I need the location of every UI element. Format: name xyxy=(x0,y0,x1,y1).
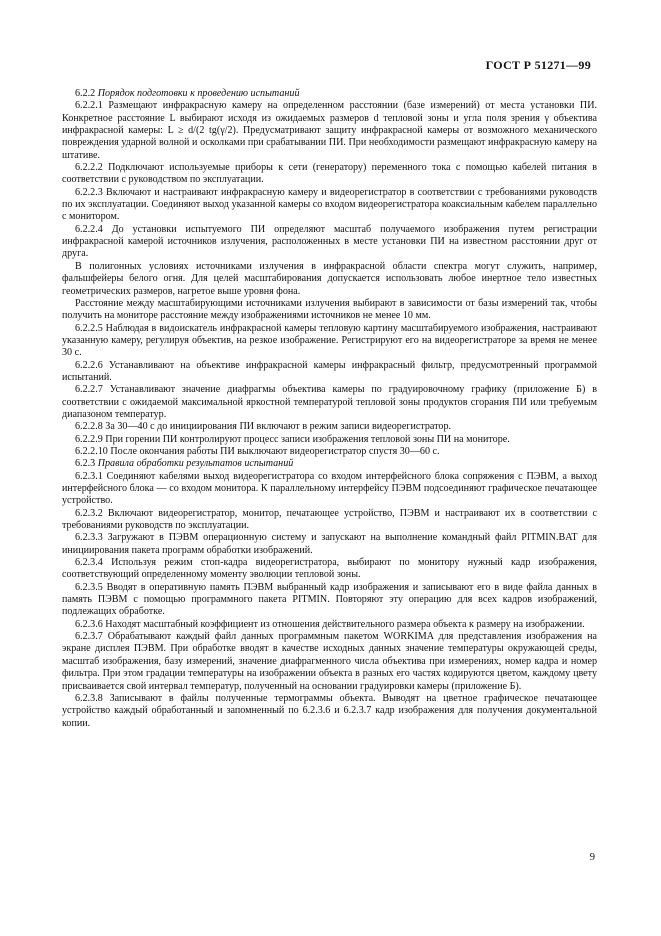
paragraph-6-2-2-9 xyxy=(62,434,597,446)
paragraph-6-2-3-7 xyxy=(62,631,597,693)
paragraph-number: 6.2.3.4 xyxy=(75,557,103,569)
paragraph-number: 6.2.3.2 xyxy=(75,507,103,519)
paragraph-text: Расстояние между масштабирующими источниками излучения выбирают в зависимости от базы измерений так, чтобы получить на мониторе расстояние между изображениями источников не менее 10 мм. xyxy=(62,297,597,322)
paragraph-number: 6.2.3.8 xyxy=(75,692,103,704)
paragraph-6-2-3-1 xyxy=(62,471,597,508)
page-header: ГОСТ Р 51271—99 xyxy=(485,58,591,72)
paragraph-6-2-2-10 xyxy=(62,446,597,458)
paragraph-text: При горении ПИ контролируют процесс записи изображения тепловой зоны ПИ на мониторе. xyxy=(105,433,510,445)
paragraph-6-2-2-4 xyxy=(62,224,597,261)
paragraph-number: 6.2.2.2 xyxy=(75,162,103,174)
section-title: Порядок подготовки к проведению испытаний xyxy=(97,88,300,99)
paragraph-text: После окончания работы ПИ выключают видеорегистратор спустя 30—60 с. xyxy=(110,445,440,457)
paragraph-number: 6.2.2.1 xyxy=(75,100,103,112)
paragraph-text: Устанавливают на объективе инфракрасной камеры инфракрасный фильтр, предусмотренный программой испытаний. xyxy=(62,359,597,383)
paragraph-number: 6.2.2.6 xyxy=(75,359,103,371)
paragraph-text: Находят масштабный коэффициент из отношения действительного размера объекта к размеру на изображении. xyxy=(105,618,585,630)
paragraph-number: 6.2.2.10 xyxy=(75,445,108,457)
section-number: 6.2.2 xyxy=(75,88,96,99)
paragraph-text: Записывают в файлы полученные термограммы объекта. Выводят на цветное графическое печатающее устройство каждый обработанный и запомненный по 6.2.3.6 и 6.2.3.7 кадр изображения для получения документальной копии. xyxy=(62,692,597,729)
paragraph-text: Используя режим стоп-кадра видеорегистратора, выбирают по монитору нужный кадр изображения, соответствующий определенному моменту эволюции тепловой зоны. xyxy=(62,557,597,581)
paragraph-number: 6.2.2.3 xyxy=(75,186,103,198)
paragraph-number: 6.2.3.5 xyxy=(75,581,103,593)
paragraph-6-2-2-6 xyxy=(62,360,597,385)
paragraph-text: Наблюдая в видоискатель инфракрасной камеры тепловую картину масштабируемого изображения, настраивают указанную камеру, регулируя объектив, на резкое изображение. Регистрируют его на видеорегистраторе за время не менее 30 с. xyxy=(62,322,597,359)
paragraph-6-2-3-6 xyxy=(62,619,597,631)
paragraph-6-2-2-2 xyxy=(62,162,597,187)
paragraph-text: Устанавливают значение диафрагмы объектива камеры по градуировочному графику (приложение Б) в соответствии с ожидаемой максимальной яркостной температурой тепловой зоны продуктов сгорания ПИ или требуемым диапазоном температур. xyxy=(62,384,597,420)
paragraph-6-2-3-4 xyxy=(62,557,597,582)
paragraph-6-2-3-3 xyxy=(62,532,597,557)
paragraph-number: 6.2.2.4 xyxy=(75,223,103,235)
paragraph-number: 6.2.2.7 xyxy=(75,384,103,396)
paragraph-6-2-2-8 xyxy=(62,421,597,433)
paragraph-text: За 30—40 с до инициирования ПИ включают в режим записи видеорегистратор. xyxy=(105,421,452,433)
paragraph-number: 6.2.3.3 xyxy=(75,532,103,544)
section-6-2-3 xyxy=(62,458,597,470)
paragraph-text: Размещают инфракрасную камеру на определенном расстоянии (базе измерений) от места установки ПИ. Конкретное расстояние L выбирают исходя из ожидаемых размеров d тепловой зоны и угла поля зрения γ объектива инфракрасной камеры: L ≥ d/(2 tg(γ/2). Предусматривают защиту инфракрасной камеры от возможного механического повреждения ударной волной и осколками при срабатывании ПИ. При необходимости размещают инфракрасную камеру на штативе. xyxy=(62,100,598,161)
paragraph-number: 6.2.2.5 xyxy=(75,322,103,334)
paragraph-text: Подключают используемые приборы к сети (генератору) переменного тока с помощью кабелей питания в соответствии с руководством по эксплуатации. xyxy=(62,162,597,186)
paragraph-number: 6.2.2.8 xyxy=(75,421,103,433)
paragraph-6-2-3-8 xyxy=(62,693,597,730)
paragraph-text: Вводят в оперативную память ПЭВМ выбранный кадр изображения и записывают его в виде файла данных в память ПЭВМ с помощью программного пакета PITMIN. Повторяют эту операцию для всех кадров изображений, подлежащих обработке. xyxy=(62,581,597,618)
paragraph-scaling-distance xyxy=(62,298,597,323)
paragraph-6-2-3-2 xyxy=(62,508,597,533)
page-number: 9 xyxy=(589,852,595,863)
paragraph-ir-sources xyxy=(62,261,597,298)
paragraph-number: 6.2.3.1 xyxy=(75,470,103,482)
section-title: Правила обработки результатов испытаний xyxy=(97,458,294,470)
paragraph-text: Включают видеорегистратор, монитор, печатающее устройство, ПЭВМ и настраивают их в соответствии с требованиями руководств по эксплуатации. xyxy=(62,507,597,532)
paragraph-6-2-2-7 xyxy=(62,384,597,421)
paragraph-text: До установки испытуемого ПИ определяют масштаб получаемого изображения путем регистрации инфракрасной камерой источников излучения, расположенных в месте установки ПИ на известном расстоянии друг от друга. xyxy=(62,223,598,260)
paragraph-text: Загружают в ПЭВМ операционную систему и запускают на выполнение командный файл PITMIN.BAT для инициирования пакета программ обработки изображений. xyxy=(62,532,597,556)
section-6-2-2 xyxy=(62,88,597,100)
paragraph-text: Включают и настраивают инфракрасную камеру и видеорегистратор в соответствии с требованиями руководств по их эксплуатации. Соединяют выход указанной камеры со входом видеорегистратора коаксиальным кабелем параллельно с монитором. xyxy=(62,186,597,223)
paragraph-6-2-3-5 xyxy=(62,582,597,619)
document-body xyxy=(62,88,597,730)
paragraph-6-2-2-3 xyxy=(62,187,597,224)
paragraph-text: В полигонных условиях источниками излучения в инфракрасной области спектра могут служить, например, фальшфейеры белого огня. Для целей масштабирования допускается использовать любое инертное тело известных геометрических размеров, нагретое выше уровня фона. xyxy=(62,260,597,297)
paragraph-number: 6.2.3.6 xyxy=(75,618,103,630)
paragraph-text: Соединяют кабелями выход видеорегистратора со входом интерфейсного блока сопряжения с ПЭВМ, а выход интерфейсного блока — со входом монитора. К параллельному интерфейсу ПЭВМ подсоединяют графическое печатающее устройство. xyxy=(62,470,597,507)
paragraph-6-2-2-1 xyxy=(62,100,597,162)
paragraph-number: 6.2.2.9 xyxy=(75,433,103,445)
section-number: 6.2.3 xyxy=(75,458,96,470)
paragraph-text: Обрабатывают каждый файл данных программным пакетом WORKIMA для представления изображения на экране дисплея ПЭВМ. При обработке вводят в качестве исходных данных значение температуры окружающей среды, масштаб изображения, базу измерений, значение диафрагменного числа объектива при измерениях, номер кадра и номер фильтра. При этом градации температуры на изображении объекта в разных его частях кодируются цветом, каждому цвету присваивается свой интервал температур, полученный на основании градуировки камеры (приложение Б). xyxy=(62,631,597,692)
paragraph-6-2-2-5 xyxy=(62,323,597,360)
paragraph-number: 6.2.3.7 xyxy=(75,631,103,643)
